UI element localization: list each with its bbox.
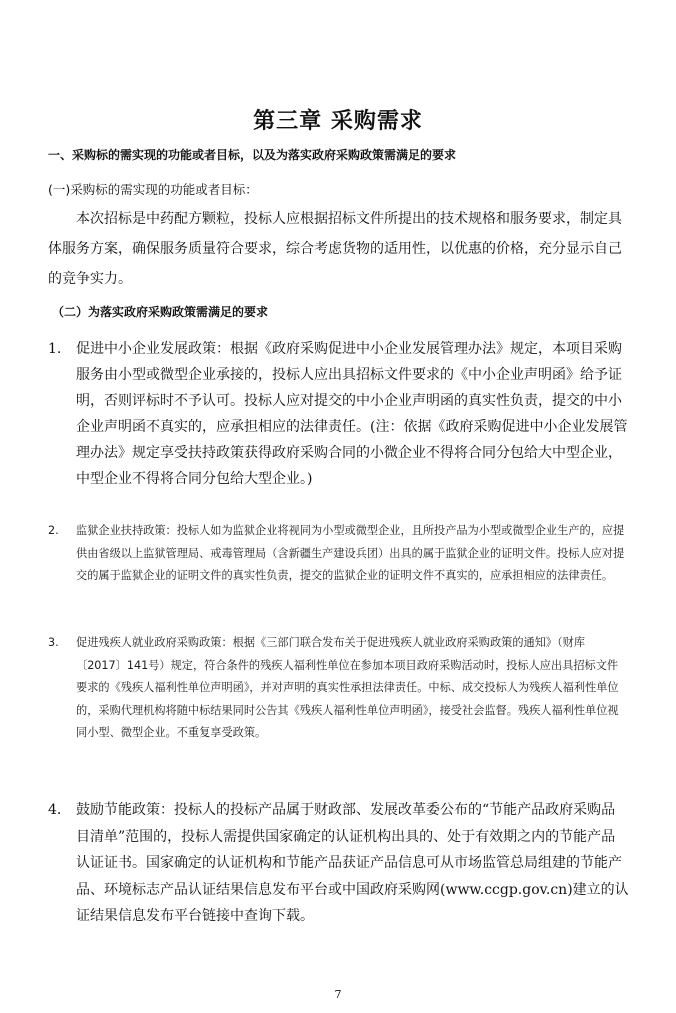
list-number: 3. bbox=[48, 636, 59, 649]
policy-item-text: 鼓励节能政策：投标人的投标产品属于财政部、发展改革委公布的“节能产品政府采购品目清单”范围的，投标人需提供国家确定的认证机构出具的、处于有效期之内的节能产品认证证书。国家确定的认证机构和节能产品获证产品信息可从市场监管总局组建的节能产品、环境标志产品认证结果信息发布平台或中国政府采购网(www.ccgp.gov.cn)建立的认证结果信息发布平台链接中查询下载。 bbox=[76, 802, 629, 924]
subsection-heading-policy: （二）为落实政府采购政策需满足的要求 bbox=[52, 305, 269, 319]
policy-item-text: 促进残疾人就业政府采购政策：根据《三部门联合发布关于促进残疾人就业政府采购政策的通知》（财库〔2017〕141号）规定，符合条件的残疾人福利性单位在参加本项目政府采购活动时，投标人应出具招标文件要求的《残疾人福利性单位声明函》，并对声明的真实性承担法律责任。中标、成交投标人为残疾人福利性单位的，采购代理机构将随中标结果同时公告其《残疾人福利性单位声明函》，接受社会监督。残疾人福利性单位视同小型、微型企业。不重复享受政策。 bbox=[76, 636, 619, 740]
section-heading: 一、采购标的需实现的功能或者目标，以及为落实政府采购政策需满足的要求 bbox=[48, 148, 457, 162]
subsection-heading-objectives: (一)采购标的需实现的功能或者目标： bbox=[48, 182, 258, 197]
chapter-title: 第三章 采购需求 bbox=[253, 108, 423, 134]
list-number: 4. bbox=[48, 802, 62, 818]
policy-item-text: 监狱企业扶持政策：投标人如为监狱企业将视同为小型或微型企业，且所投产品为小型或微型企业生产的，应提供由省级以上监狱管理局、戒毒管理局（含新疆生产建设兵团）出具的属于监狱企业的证明文件。投标人应对提交的属于监狱企业的证明文件的真实性负责，提交的监狱企业的证明文件不真实的，应承担相应的法律责任。 bbox=[76, 524, 625, 583]
list-number: 1. bbox=[48, 341, 62, 357]
page-number: 7 bbox=[334, 988, 342, 1001]
list-number: 2. bbox=[48, 524, 59, 537]
policy-item-text: 促进中小企业发展政策：根据《政府采购促进中小企业发展管理办法》规定，本项目采购服务由小型或微型企业承接的，投标人应出具招标文件要求的《中小企业声明函》给予证明，否则评标时不予认可。投标人应对提交的中小企业声明函的真实性负责，提交的中小企业声明函不真实的，应承担相应的法律责任。(注：依据《政府采购促进中小企业发展管理办法》规定享受扶持政策获得政府采购合同的小微企业不得将合同分包给大中型企业，中型企业不得将合同分包给大型企业。) bbox=[76, 341, 628, 487]
objectives-paragraph: 本次招标是中药配方颗粒，投标人应根据招标文件所提出的技术规格和服务要求，制定具体服务方案，确保服务质量符合要求，综合考虑货物的适用性，以优惠的价格，充分显示自己的竞争实力。 bbox=[48, 211, 622, 287]
